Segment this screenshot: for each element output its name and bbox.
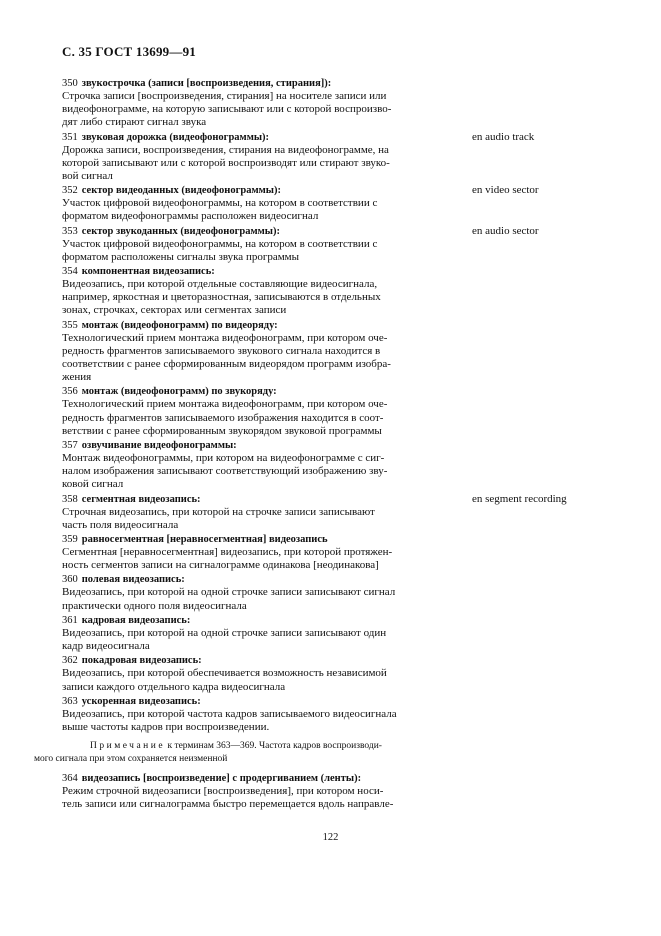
entry-head — [62, 225, 442, 238]
definition-line: ветствии с ранее сформированным звукорядом звуковой программы — [62, 424, 382, 437]
entry-term: звуковая дорожка (видеофонограммы): — [81, 131, 270, 143]
entry-term: покадровая видеозапись: — [81, 655, 202, 667]
glossary-entry-361 — [62, 614, 442, 653]
entry-head — [62, 654, 442, 667]
entry-term: сегментная видеозапись: — [81, 493, 201, 505]
entry-term: кадровая видеозапись: — [81, 614, 191, 626]
definition-line: кадр видеосигнала — [62, 640, 150, 653]
entry-definition — [62, 546, 442, 572]
entry-number: 356 — [62, 386, 78, 398]
definition-line: Видеозапись, при которой частота кадров записываемого видеосигнала — [62, 707, 397, 720]
entry-definition — [62, 332, 442, 385]
english-equivalent: en audio sector — [472, 224, 539, 237]
entry-number: 357 — [62, 440, 78, 452]
definition-line: Строчная видеозапись, при которой на строчке записи записывают — [62, 505, 375, 518]
glossary-entry-359 — [62, 533, 442, 572]
entry-definition — [62, 144, 442, 184]
entry-head — [62, 265, 442, 278]
definition-line: Технологический прием монтажа видеофонограмм, при котором оче- — [62, 398, 388, 411]
glossary-entry-360 — [62, 573, 442, 612]
entry-head — [62, 614, 442, 627]
page-number: 122 — [322, 832, 339, 843]
entry-definition — [62, 452, 442, 492]
entry-definition — [62, 238, 442, 264]
definition-line: Видеозапись, при которой на одной строчке записи записывают сигнал — [62, 586, 396, 599]
definition-line: Видеозапись, при которой на одной строчке записи записывают один — [62, 626, 387, 639]
entry-definition — [62, 586, 442, 612]
entry-term: сектор звукоданных (видеофонограммы): — [81, 225, 280, 237]
note-label: Примечание — [90, 741, 166, 752]
definition-line: Участок цифровой видеофонограммы, на котором в соответствии с — [62, 237, 378, 250]
glossary-entry-353 — [62, 224, 539, 264]
definition-line: тель записи или сигналограмма быстро перемещается вдоль направле- — [62, 798, 394, 811]
entry-number: 352 — [62, 185, 78, 197]
glossary-entry-350 — [62, 77, 442, 130]
entry-head — [62, 77, 442, 90]
english-equivalent: en video sector — [472, 184, 539, 197]
entry-head — [62, 131, 442, 144]
glossary-entry-352 — [62, 184, 539, 223]
definition-line: часть поля видеосигнала — [62, 518, 179, 531]
entry-definition — [62, 785, 442, 811]
entry-term: монтаж (видеофонограмм) по видеоряду: — [81, 319, 278, 331]
note — [34, 740, 442, 766]
entry-definition — [62, 398, 442, 438]
entry-number: 361 — [62, 614, 78, 626]
definition-line: Монтаж видеофонограммы, при котором на видеофонограмме с сиг- — [62, 452, 385, 465]
definition-line: Дорожка записи, воспроизведения, стирания на видеофонограмме, на — [62, 143, 389, 156]
glossary-entry-354 — [62, 265, 442, 318]
entry-head — [62, 184, 442, 197]
entry-definition — [62, 197, 442, 223]
definition-line: практически одного поля видеосигнала — [62, 599, 247, 612]
definition-line: ковой сигнал — [62, 478, 124, 491]
entry-head — [62, 772, 442, 785]
definition-line: видеофонограмме, на которую записывают или с которой воспроизво- — [62, 103, 392, 116]
entry-head — [62, 493, 442, 506]
entry-term: видеозапись [воспроизведение] с продергиванием (ленты): — [81, 773, 362, 785]
definition-line: Режим строчной видеозаписи [воспроизведения], при котором носи- — [62, 785, 384, 798]
entry-term: сектор видеоданных (видеофонограммы): — [81, 185, 281, 197]
definition-line: редность фрагментов записываемого звукового сигнала находится в — [62, 344, 381, 357]
definition-line: Сегментная [неравносегментная] видеозапись, при которой протяжен- — [62, 546, 393, 559]
definition-line: редность фрагментов записываемого изображения находится в соот- — [62, 411, 384, 424]
glossary-entry-364 — [62, 772, 442, 811]
page-header: С. 35 ГОСТ 13699—91 — [62, 44, 196, 59]
entry-number: 353 — [62, 225, 78, 237]
english-equivalent: en audio track — [472, 130, 535, 143]
entry-head — [62, 533, 442, 546]
entry-head — [62, 385, 442, 398]
entry-definition — [62, 278, 442, 318]
entry-number: 359 — [62, 534, 78, 546]
definition-line: записи каждого отдельного кадра видеосигнала — [62, 680, 286, 693]
entry-term: ускоренная видеозапись: — [81, 695, 201, 707]
entry-definition — [62, 708, 442, 734]
entry-number: 350 — [62, 78, 78, 89]
entry-term: монтаж (видеофонограмм) по звукоряду: — [81, 386, 277, 398]
english-equivalent: en segment recording — [472, 492, 567, 505]
note-line-1: к терминам 363—369. Частота кадров воспроизводи- — [167, 741, 382, 752]
definition-line: например, яркостная и цветоразностная, записываются в отдельных — [62, 291, 381, 304]
entry-term: равносегментная [неравносегментная] видеозапись — [81, 534, 328, 546]
entry-number: 364 — [62, 773, 78, 785]
definition-line: вой сигнал — [62, 170, 113, 183]
glossary-entry-358 — [62, 492, 567, 532]
entry-head — [62, 319, 442, 332]
definition-line: соответствии с ранее сформированным видеорядом программ изобра- — [62, 358, 391, 371]
definition-line: Видеозапись, при которой обеспечивается возможность независимой — [62, 667, 387, 680]
glossary-entries — [62, 77, 592, 734]
definition-line: Участок цифровой видеофонограммы, на котором в соответствии с — [62, 197, 378, 210]
definition-line: зонах, строчках, секторах или сегментах записи — [62, 304, 287, 317]
entry-definition — [62, 90, 442, 130]
entry-definition — [62, 506, 442, 532]
glossary-entry-357 — [62, 439, 442, 492]
entry-number: 354 — [62, 266, 78, 278]
entry-head — [62, 573, 442, 586]
definition-line: выше частоты кадров при воспроизведении. — [62, 720, 270, 733]
glossary-entry-363 — [62, 695, 442, 734]
definition-line: которой записывают или с которой воспроизводят или стирают звуко- — [62, 156, 390, 169]
glossary-content — [34, 77, 592, 813]
entry-number: 360 — [62, 574, 78, 586]
entry-head — [62, 695, 442, 708]
glossary-entry-362 — [62, 654, 442, 693]
glossary-entry-355 — [62, 319, 442, 385]
entry-term: озвучивание видеофонограммы: — [81, 440, 237, 452]
definition-line: Технологический прием монтажа видеофонограмм, при котором оче- — [62, 331, 388, 344]
entry-number: 358 — [62, 493, 78, 505]
entry-number: 362 — [62, 655, 78, 667]
definition-line: форматом видеофонограммы расположен видеосигнал — [62, 210, 319, 223]
definition-line: ность сегментов записи на сигналограмме одинакова [неодинакова] — [62, 559, 379, 572]
entry-number: 363 — [62, 695, 78, 707]
entry-term: компонентная видеозапись: — [81, 266, 215, 278]
entry-definition — [62, 667, 442, 693]
entry-number: 355 — [62, 319, 78, 331]
glossary-entry-356 — [62, 385, 442, 438]
definition-line: Видеозапись, при которой отдельные составляющие видеосигнала, — [62, 278, 378, 291]
glossary-entry-351 — [62, 130, 535, 184]
entry-head — [62, 439, 442, 452]
entry-number: 351 — [62, 131, 78, 143]
definition-line: дят либо стирают сигнал звука — [62, 116, 207, 129]
definition-line: жения — [62, 371, 92, 384]
definition-line: форматом расположены сигналы звука программы — [62, 250, 300, 263]
note-line-2: мого сигнала при этом сохраняется неизменной — [34, 754, 228, 765]
definition-line: Строчка записи [воспроизведения, стирания] на носителе записи или — [62, 90, 387, 102]
entry-term: звукострочка (записи [воспроизведения, стирания]): — [81, 78, 332, 89]
entry-definition — [62, 627, 442, 653]
definition-line: налом изображения записывают соответствующий изображению зву- — [62, 465, 388, 478]
entry-term: полевая видеозапись: — [81, 574, 185, 586]
